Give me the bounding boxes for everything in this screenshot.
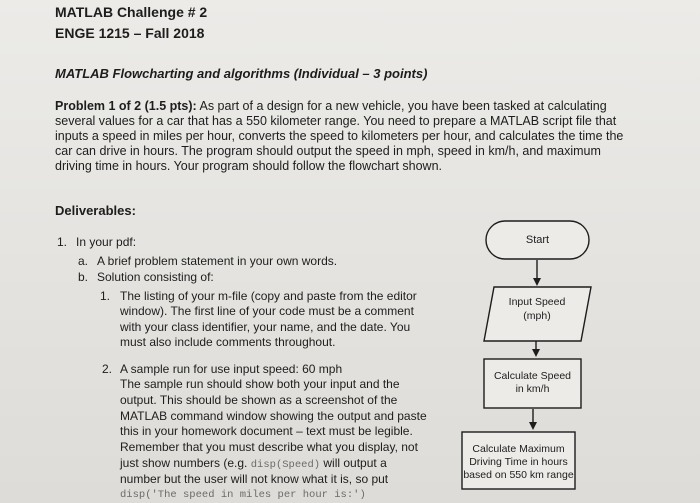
sub2-line-7-end: will output a (320, 456, 387, 470)
start-label: Start (525, 234, 550, 246)
sub1-line-4: must also include comments throughout. (120, 335, 336, 349)
item1-text: In your pdf: (76, 235, 137, 249)
problem-label: Problem 1 of 2 (1.5 pts): (55, 99, 197, 113)
sub2-number: 2. (102, 362, 113, 376)
sub1-number: 1. (100, 289, 111, 303)
input-label-2: (mph) (523, 310, 551, 322)
sub2-line-3: output. This should be shown as a screenshot of the (120, 393, 398, 407)
deliverables-heading: Deliverables: (55, 203, 136, 218)
item1b-letter: b. (78, 270, 89, 284)
sub2-line-1: A sample run for use input speed: 60 mph (120, 362, 343, 376)
sub2-line-8: number but the user will not know what it is, so put (120, 472, 389, 486)
problem-text-1: As part of a design for a new vehicle, you have been tasked at calculating (196, 99, 607, 113)
sub2-line-2: The sample run should show both your input and the (120, 377, 400, 391)
input-label-1: Input Speed (508, 296, 566, 308)
code-disp-speed: disp(Speed) (250, 459, 321, 471)
sub2-line-5: this in your homework document – text must be legible. (120, 424, 413, 438)
calc-max-label-1: Calculate Maximum (472, 443, 565, 455)
sub1-line-1: The listing of your m-file (copy and paste from the editor (120, 289, 417, 303)
header-title: MATLAB Challenge # 2 (55, 4, 208, 20)
sub2-line-6: Remember that you must describe what you display, not (120, 440, 418, 454)
code-disp-text: disp('The speed in miles per hour is:') (120, 489, 366, 501)
item1b-text: Solution consisting of: (97, 270, 214, 284)
calc-speed-label-2: in km/h (515, 383, 550, 395)
item1a-letter: a. (78, 254, 89, 268)
calc-speed-label-1: Calculate Speed (493, 370, 572, 382)
header-course: ENGE 1215 – Fall 2018 (55, 25, 205, 41)
problem-line-4: car can drive in hours. The program should output the speed in mph, speed in km/h, and maximum (55, 144, 601, 158)
sub2-line-7-start: just show numbers (e.g. (120, 456, 251, 470)
problem-line-5: driving time in hours. Your program should follow the flowchart shown. (55, 159, 443, 173)
calc-max-label-3: based on 550 km range (463, 469, 574, 481)
problem-line-3: inputs a speed in miles per hour, converts the speed to kilometers per hour, and calculates the time the (55, 129, 624, 143)
section-subtitle: MATLAB Flowcharting and algorithms (Individual – 3 points) (55, 66, 428, 81)
problem-line-2: several values for a car that has a 550 kilometer range. You need to prepare a MATLAB script file that (55, 114, 617, 128)
sub2-line-4: MATLAB command window showing the output and paste (120, 409, 427, 423)
sub1-line-2: window). The first line of your code must be a comment (120, 304, 414, 318)
sub1-line-3: with your class identifier, your name, and the date. You (120, 320, 411, 334)
item1a-text: A brief problem statement in your own words. (97, 254, 338, 268)
calc-max-label-2: Driving Time in hours (469, 456, 568, 468)
item1-number: 1. (57, 235, 68, 249)
